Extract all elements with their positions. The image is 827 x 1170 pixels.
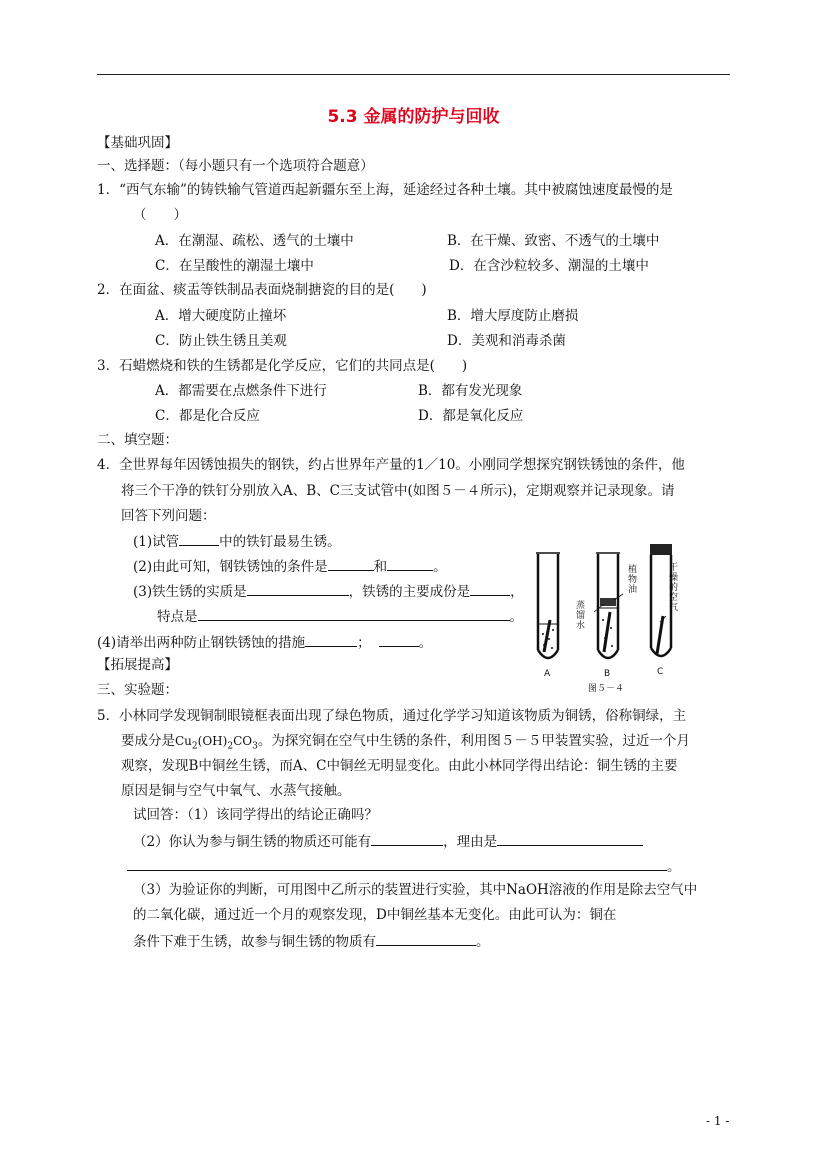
chemical-formula: $Cu_2(OH)_2CO_3$ — [175, 734, 258, 752]
q2-option-c: C．防止铁生锈且美观 — [155, 333, 287, 349]
label-air-1: 干 — [668, 563, 678, 573]
q4-blank4b[interactable] — [379, 632, 419, 647]
q4-line1: 4．全世界每年因锈蚀损失的钢铁，约占世界年产量的1／10。小刚同学想探究钢铁锈蚀的条件，他 — [97, 457, 685, 473]
q5-line1: 5．小林同学发现铜制眼镜框表面出现了绿色物质，通过化学学习知道该物质为铜锈，俗称铜绿，主 — [97, 708, 687, 724]
page-number: - 1 - — [706, 1114, 730, 1128]
label-air-3: 的 — [668, 583, 678, 593]
label-oil-2: 物 — [628, 575, 638, 585]
label-air-2: 燥 — [668, 573, 678, 583]
q5-line2: 要成分是$Cu_2(OH)_2CO_3$。为探究铜在空气中生锈的条件，利用图５－５甲装置实验，过近一个月 — [121, 733, 690, 752]
q4-sub1: (1)试管 中的铁钉最易生锈。 — [133, 531, 341, 551]
part1-heading: 一、选择题：（每小题只有一个选项符合题意） — [97, 158, 374, 174]
q5-blank-reason[interactable] — [497, 831, 643, 846]
q4-blank1[interactable] — [179, 531, 219, 546]
label-oil-1: 植 — [628, 565, 638, 575]
figure-caption: 图５－４ — [588, 684, 625, 692]
q3-option-d: D．都是氧化反应 — [418, 408, 524, 424]
q5-part2: （2）你认为参与铜生锈的物质还可能有 ，理由是 — [133, 831, 643, 851]
q4-blank3c[interactable] — [198, 606, 510, 621]
q2-option-d: D．美观和消毒杀菌 — [447, 333, 566, 349]
q1-option-c: C．在呈酸性的潮湿土壤中 — [155, 258, 314, 274]
tube-b-label: B — [604, 669, 611, 679]
q3-stem: 3．石蜡燃烧和铁的生锈都是化学反应，它们的共同点是( ) — [97, 358, 468, 374]
q1-stem: 1．“西气东输”的铸铁输气管道西起新疆东至上海，延途经过各种土壤。其中被腐蚀速度最慢的是 — [97, 182, 673, 198]
q5-line4: 原因是铜与空气中氧气、水蒸气接触。 — [121, 783, 351, 799]
part2-heading: 二、填空题： — [97, 432, 178, 448]
tube-b — [594, 553, 623, 658]
q5-line3: 观察，发现B中铜丝生锈，而A、C中铜丝无明显变化。由此小林同学得出结论：铜生锈的主要 — [121, 758, 678, 774]
q5-blank-final[interactable] — [376, 931, 476, 946]
q1-paren: （ ） — [133, 207, 187, 223]
q4-blank3b[interactable] — [470, 581, 510, 596]
q5-ask: 试回答：（1）该同学得出的结论正确吗？ — [133, 807, 378, 823]
q4-sub3-feature: 特点是 。 — [157, 606, 523, 626]
tube-a-label: A — [544, 669, 551, 679]
q1-option-b: B．在干燥、致密、不透气的土壤中 — [447, 233, 660, 249]
q4-sub4: (4)请举出两种防止钢铁锈蚀的措施 ； 。 — [97, 632, 432, 652]
section-basic: 【基础巩固】 — [97, 135, 178, 151]
label-oil-3: 油 — [628, 585, 638, 595]
label-water-1: 蒸 — [576, 601, 586, 611]
section-extension: 【拓展提高】 — [97, 657, 178, 673]
q5-part3-line1: （3）为验证你的判断，可用图中乙所示的装置进行实验，其中NaOH溶液的作用是除去空气中 — [133, 882, 698, 898]
q5-blank-substance[interactable] — [371, 831, 443, 846]
q3-option-c: C．都是化合反应 — [155, 408, 260, 424]
label-air-5: 气 — [668, 603, 678, 613]
q2-stem: 2．在面盆、痰盂等铁制品表面烧制搪瓷的目的是( ) — [97, 282, 427, 298]
q4-blank2a[interactable] — [328, 556, 374, 571]
q4-line3: 回答下列问题： — [121, 508, 216, 524]
tube-c-label: C — [657, 667, 664, 677]
q4-blank2b[interactable] — [387, 556, 433, 571]
tube-a — [536, 553, 560, 658]
q4-sub2: (2)由此可知，钢铁锈蚀的条件是 和 。 — [133, 556, 447, 576]
label-water-2: 馏 — [576, 611, 586, 621]
q2-option-a: A．增大硬度防止撞坏 — [155, 308, 287, 324]
q4-blank3a[interactable] — [247, 581, 349, 596]
header-rule — [97, 74, 730, 75]
q5-part3-line3: 条件下难于生锈，故参与铜生锈的物质有 。 — [133, 931, 490, 951]
q3-option-a: A．都需要在点燃条件下进行 — [155, 383, 327, 399]
label-water-3: 水 — [576, 621, 586, 631]
q4-line2: 将三个干净的铁钉分别放入A、B、C三支试管中(如图５－４所示)，定期观察并记录现象。请 — [121, 483, 675, 499]
q1-option-a: A．在潮湿、疏松、透气的土壤中 — [155, 233, 354, 249]
q2-option-b: B．增大厚度防止磨损 — [447, 308, 579, 324]
test-tube-figure — [530, 542, 680, 692]
q3-option-b: B．都有发光现象 — [418, 383, 523, 399]
page-title: 5.3 金属的防护与回收 — [327, 107, 500, 127]
q1-option-d: D．在含沙粒较多、潮湿的土壤中 — [449, 258, 649, 274]
q5-part3-line2: 的二氧化碳，通过近一个月的观察发现，D中铜丝基本无变化。由此可认为：铜在 — [133, 907, 617, 923]
q5-blank-reason-cont[interactable] — [127, 856, 667, 871]
q4-blank4a[interactable] — [305, 632, 357, 647]
q4-sub3: (3)铁生锈的实质是 ，铁锈的主要成份是 ， — [133, 581, 524, 601]
part3-heading: 三、实验题： — [97, 682, 178, 698]
label-air-4: 空 — [668, 593, 678, 603]
q5-part2-cont: 。 — [127, 856, 681, 876]
